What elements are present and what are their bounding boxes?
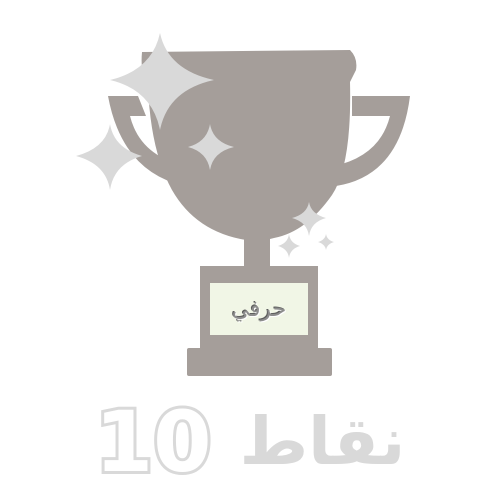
trophy-foot [187,348,332,376]
points-unit-label: نقاط [239,403,406,480]
sparkle-dot-icon [318,234,334,250]
reward-points [60,392,440,492]
plaque-logo: حرفي [231,296,287,322]
sparkle-tiny-icon [278,234,300,258]
points-value: 10 [94,393,212,491]
trophy-stem [244,226,270,266]
